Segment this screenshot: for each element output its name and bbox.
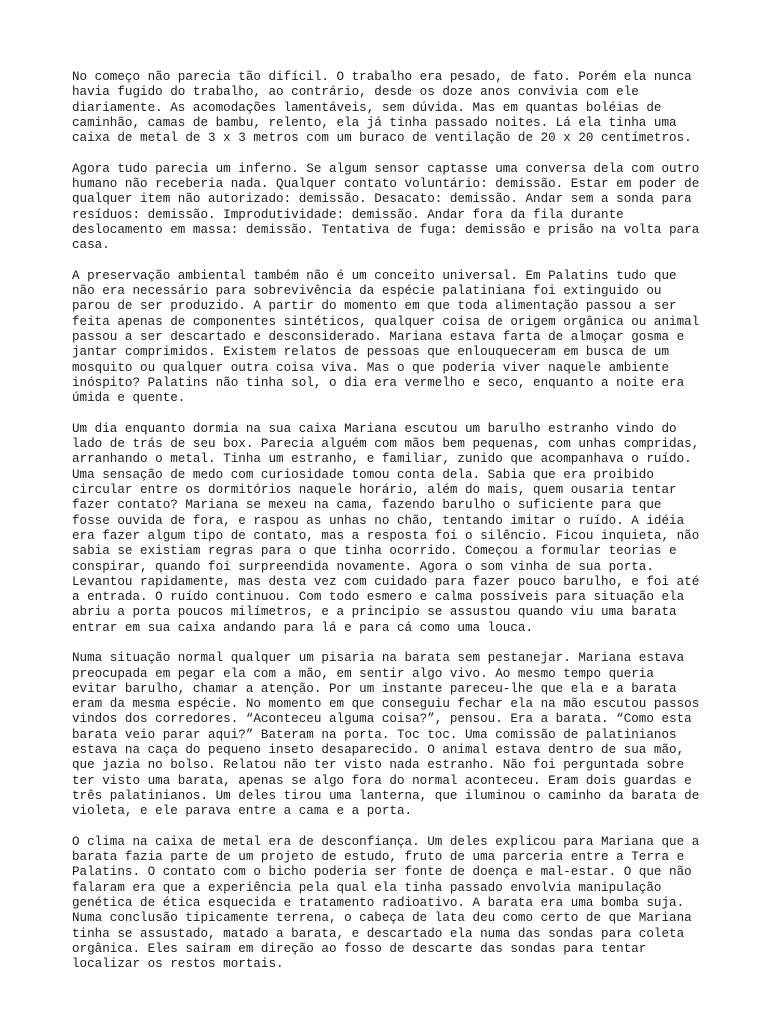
text-line: evitar barulho, chamar a atenção. Por um instante pareceu-lhe que ela e a barata bbox=[72, 681, 677, 696]
text-line: barata fazia parte de um projeto de estudo, fruto de uma parceria entre a Terra e bbox=[72, 850, 685, 865]
text-line: orgânica. Eles saíram em direção ao fosso de descarte das sondas para tentar bbox=[72, 941, 647, 956]
text-line: Levantou rapidamente, mas desta vez com cuidado para fazer pouco barulho, e foi até bbox=[72, 574, 700, 589]
text-line: parou de ser produzido. A partir do momento em que toda alimentação passou a ser bbox=[72, 299, 677, 314]
text-line: genética de ética esquecida e tratamento radioativo. A barata era uma bomba suja. bbox=[72, 896, 685, 911]
paragraph bbox=[72, 162, 712, 254]
text-line: barata veio parar aqui?” Bateram na porta. Toc toc. Uma comissão de palatinianos bbox=[72, 727, 677, 742]
text-line: lado de trás de seu box. Parecia alguém com mãos bem pequenas, com unhas compridas, bbox=[72, 437, 700, 452]
text-line: localizar os restos mortais. bbox=[72, 957, 284, 972]
text-line: inóspito? Palatins não tinha sol, o dia era vermelho e seco, enquanto a noite era bbox=[72, 375, 685, 390]
paragraph bbox=[72, 835, 712, 973]
text-line: resíduos: demissão. Improdutividade: demissão. Andar fora da fila durante bbox=[72, 207, 624, 222]
text-line: abriu a porta poucos milímetros, e a principio se assustou quando viu uma barata bbox=[72, 605, 677, 620]
text-line: qualquer item não autorizado: demissão. Desacato: demissão. Andar sem a sonda para bbox=[72, 192, 692, 207]
text-line: arranhando o metal. Tinha um estranho, e familiar, zunido que acompanhava o ruído. bbox=[72, 452, 692, 467]
text-line: casa. bbox=[72, 238, 110, 253]
text-line: que jazia no bolso. Relatou não ter visto nada estranho. Não foi perguntada sobre bbox=[72, 758, 685, 773]
text-line: não era necessário para sobrevivência da espécie palatiniana foi extinguido ou bbox=[72, 284, 662, 299]
text-line: tinha se assustado, matado a barata, e descartado ela numa das sondas para coleta bbox=[72, 926, 685, 941]
text-line: circular entre os dormitórios naquele horário, além do mais, quem ousaria tentar bbox=[72, 483, 677, 498]
text-line: havia fugido do trabalho, ao contrário, desde os doze anos convivia com ele bbox=[72, 85, 639, 100]
text-line: conspirar, quando foi surpreendida novamente. Agora o som vinha de sua porta. bbox=[72, 559, 654, 574]
text-line: A preservação ambiental também não é um conceito universal. Em Palatins tudo que bbox=[72, 268, 677, 283]
text-line: Palatins. O contato com o bicho poderia ser fonte de doença e mal-estar. O que não bbox=[72, 865, 692, 880]
text-line: No começo não parecia tão difícil. O trabalho era pesado, de fato. Porém ela nunca bbox=[72, 70, 692, 84]
text-line: ter visto uma barata, apenas se algo fora do normal aconteceu. Eram dois guardas e bbox=[72, 773, 692, 788]
paragraph bbox=[72, 422, 712, 636]
text-line: violeta, e ele parava entre a cama e a porta. bbox=[72, 804, 413, 819]
paragraph bbox=[72, 269, 712, 407]
text-line: vindos dos corredores. “Aconteceu alguma coisa?”, pensou. Era a barata. “Como esta bbox=[72, 712, 692, 727]
document-body bbox=[72, 70, 712, 988]
paragraph bbox=[72, 651, 712, 819]
text-line: diariamente. As acomodações lamentáveis, sem dúvida. Mas em quantas boléias de bbox=[72, 100, 662, 115]
text-line: preocupada em pegar ela com a mão, em sentir algo vivo. Ao mesmo tempo queria bbox=[72, 666, 654, 681]
text-line: falaram era que a experiência pela qual ela tinha passado envolvia manipulação bbox=[72, 880, 662, 895]
text-line: jantar comprimidos. Existem relatos de pessoas que enlouqueceram em busca de um bbox=[72, 345, 670, 360]
text-line: Agora tudo parecia um inferno. Se algum sensor captasse uma conversa dela com outro bbox=[72, 161, 700, 176]
text-line: eram da mesma espécie. No momento em que conseguiu fechar ela na mão escutou passos bbox=[72, 697, 700, 712]
text-line: fazer contato? Mariana se mexeu na cama, fazendo barulho o suficiente para que bbox=[72, 498, 662, 513]
text-line: entrar em sua caixa andando para lá e para cá como uma louca. bbox=[72, 620, 534, 635]
text-line: Numa situação normal qualquer um pisaria na barata sem pestanejar. Mariana estava bbox=[72, 651, 685, 666]
text-line: Um dia enquanto dormia na sua caixa Mariana escutou um barulho estranho vindo do bbox=[72, 421, 677, 436]
text-line: a entrada. O ruído continuou. Com todo esmero e calma possíveis para situação ela bbox=[72, 590, 685, 605]
text-line: era fazer algum tipo de contato, mas a resposta foi o silêncio. Ficou inquieta, não bbox=[72, 528, 700, 543]
text-line: úmida e quente. bbox=[72, 391, 186, 406]
text-line: Numa conclusão tipicamente terrena, o cabeça de lata deu como certo de que Mariana bbox=[72, 911, 692, 926]
text-line: Uma sensação de medo com curiosidade tomou conta dela. Sabia que era proibido bbox=[72, 467, 654, 482]
text-line: caixa de metal de 3 x 3 metros com um buraco de ventilação de 20 x 20 centímetros. bbox=[72, 131, 692, 146]
text-line: três palatinianos. Um deles tirou uma lanterna, que iluminou o caminho da barata de bbox=[72, 788, 700, 803]
text-line: sabia se existiam regras para o que tinha ocorrido. Começou a formular teorias e bbox=[72, 544, 677, 559]
text-line: estava na caça do pequeno inseto desaparecido. O animal estava dentro de sua mão, bbox=[72, 743, 685, 758]
text-line: caminhão, camas de bambu, relento, ela já tinha passado noites. Lá ela tinha uma bbox=[72, 115, 677, 130]
text-line: humano não receberia nada. Qualquer contato voluntário: demissão. Estar em poder de bbox=[72, 177, 700, 192]
text-line: fosse ouvida de fora, e raspou as unhas no chão, tentando imitar o ruído. A idéia bbox=[72, 513, 685, 528]
text-line: mosquito ou qualquer outra coisa viva. Mas o que poderia viver naquele ambiente bbox=[72, 360, 670, 375]
text-line: deslocamento em massa: demissão. Tentativa de fuga: demissão e prisão na volta para bbox=[72, 222, 700, 237]
paragraph bbox=[72, 70, 712, 146]
text-line: feita apenas de componentes sintéticos, qualquer coisa de origem orgânica ou animal bbox=[72, 314, 700, 329]
text-line: passou a ser descartado e desconsiderado. Mariana estava farta de almoçar gosma e bbox=[72, 330, 685, 345]
text-line: O clima na caixa de metal era de desconfiança. Um deles explicou para Mariana que a bbox=[72, 834, 700, 849]
